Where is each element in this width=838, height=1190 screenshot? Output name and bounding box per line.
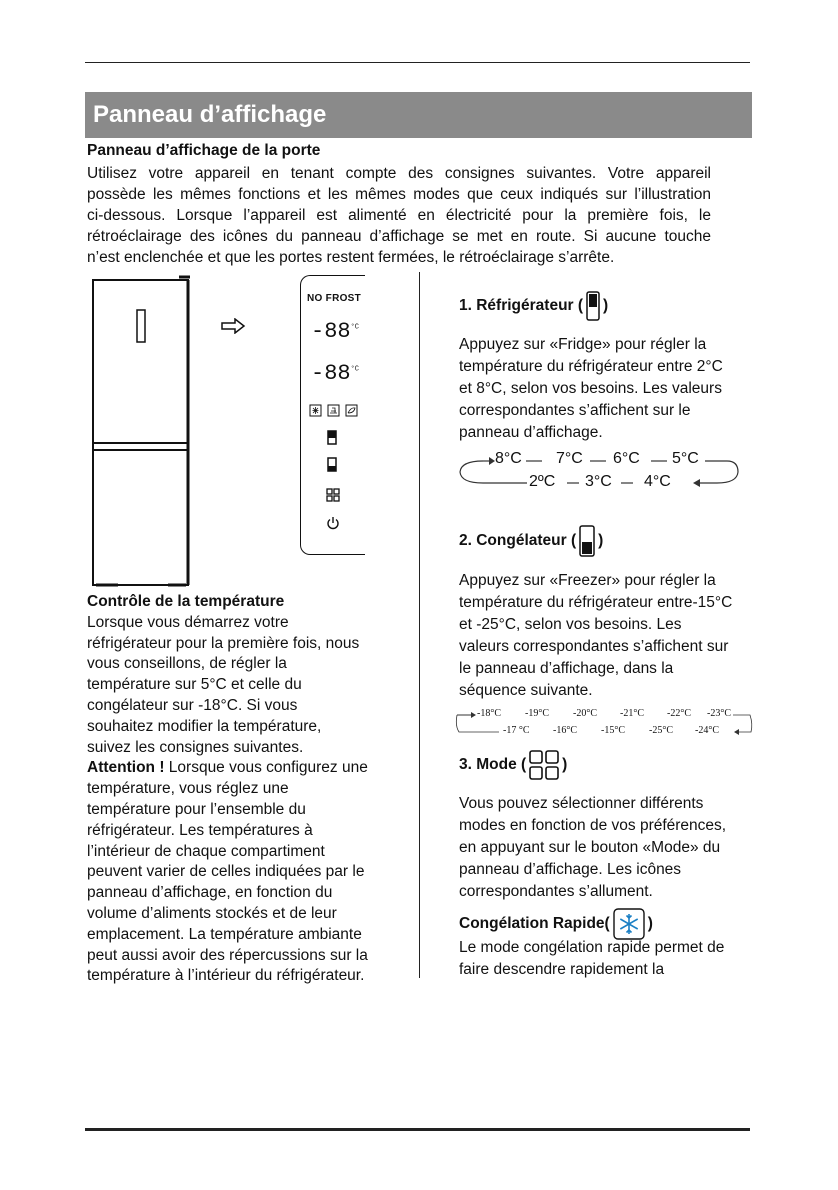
quick-freeze-title bbox=[459, 907, 759, 941]
text-line: température pour l’ensemble du bbox=[87, 800, 306, 818]
quick-freeze-section bbox=[459, 907, 759, 981]
text-line: emplacement. La température ambiante bbox=[87, 925, 362, 943]
text-line: Vous pouvez sélectionner différents bbox=[459, 795, 704, 812]
fridge-temp-display bbox=[311, 319, 359, 344]
seq-value: -19°C bbox=[525, 708, 549, 719]
fast-cool-icon bbox=[328, 405, 339, 416]
freezer-temp-display bbox=[311, 361, 359, 386]
seq-value: 2ºC bbox=[529, 473, 556, 490]
fridge-section bbox=[459, 290, 759, 444]
text-line: en appuyant sur le bouton «Mode» du bbox=[459, 839, 721, 856]
attention-first: Lorsque vous configurez une bbox=[164, 759, 368, 777]
seq-value: 4°C bbox=[644, 473, 671, 490]
seq-value: -24°C bbox=[695, 725, 719, 736]
freezer-temp-sequence bbox=[455, 706, 755, 738]
page-title: Panneau d’affichage bbox=[93, 101, 327, 128]
fridge-title-suffix: ) bbox=[603, 297, 609, 314]
text-line: suivez les consignes suivantes. bbox=[87, 738, 304, 756]
fridge-illustration bbox=[88, 275, 193, 590]
mode-icons-row bbox=[309, 404, 359, 418]
top-rule bbox=[85, 62, 750, 63]
text-line: température sur 5°C et celle du bbox=[87, 676, 302, 694]
freezer-description bbox=[459, 570, 759, 702]
text-line: panneau d’affichage. Les icônes bbox=[459, 861, 682, 878]
intro-paragraph bbox=[87, 163, 711, 268]
text-line: correspondantes s’affichent sur le bbox=[459, 402, 691, 419]
text-line: Le mode congélation rapide permet de bbox=[459, 939, 725, 956]
fridge-title-prefix: 1. Réfrigérateur ( bbox=[459, 297, 584, 314]
temperature-control-heading: Contrôle de la température bbox=[87, 593, 285, 610]
quick-freeze-description bbox=[459, 937, 759, 981]
seq-value: -16°C bbox=[553, 725, 577, 736]
text-line: valeurs correspondantes s’affichent sur bbox=[459, 638, 729, 655]
fridge-button-icon[interactable] bbox=[327, 430, 339, 446]
seq-value: 7°C bbox=[556, 450, 583, 467]
no-frost-logo: NO FROST bbox=[307, 293, 362, 304]
freezer-temp-unit: °C bbox=[350, 365, 360, 374]
fridge-temp-unit: °C bbox=[350, 323, 360, 332]
freezer-icon bbox=[578, 524, 596, 558]
text-line: congélateur sur -18°C. Si vous bbox=[87, 696, 298, 714]
text-line: souhaitez modifier la température, bbox=[87, 717, 322, 735]
display-panel bbox=[300, 275, 365, 555]
freezer-title-prefix: 2. Congélateur ( bbox=[459, 532, 577, 549]
text-line: température, vous réglez une bbox=[87, 780, 289, 798]
seq-value: -23°C bbox=[707, 708, 731, 719]
text-line: vous conseillons, de régler la bbox=[87, 655, 287, 673]
text-line: température du réfrigérateur entre 2°C bbox=[459, 358, 723, 375]
column-divider bbox=[419, 272, 420, 978]
fridge-title bbox=[459, 290, 759, 322]
seq-value: 8°C bbox=[495, 450, 522, 467]
intro-line: Utilisez votre appareil en tenant compte des consignes suivantes. Votre appareil bbox=[87, 165, 711, 182]
text-line: Appuyez sur «Freezer» pour régler la bbox=[459, 572, 716, 589]
text-line: panneau d’affichage. bbox=[459, 424, 603, 441]
eco-icon bbox=[346, 405, 357, 416]
text-line: modes en fonction de vos préférences, bbox=[459, 817, 727, 834]
intro-line: rétroéclairage des icônes du panneau d’affichage se met en route. Si aucune touche bbox=[87, 228, 711, 245]
mode-title-prefix: 3. Mode ( bbox=[459, 756, 527, 773]
seq-value: -17 °C bbox=[503, 725, 530, 736]
text-line: panneau d’affichage, en fonction du bbox=[87, 884, 333, 902]
intro-line: possède les mêmes fonctions et les mêmes modes que ceux indiqués sur l’illustration bbox=[87, 186, 711, 203]
snowflake-icon bbox=[310, 405, 321, 416]
bottom-rule bbox=[85, 1128, 750, 1131]
seq-value: -20°C bbox=[573, 708, 597, 719]
text-line: réfrigérateur. Les températures à bbox=[87, 821, 313, 839]
text-line: température à l’intérieur du réfrigérateur. bbox=[87, 967, 365, 985]
mode-title-suffix: ) bbox=[562, 756, 568, 773]
freezer-title bbox=[459, 524, 759, 558]
fridge-temp-sequence bbox=[455, 450, 745, 494]
arrow-right-icon bbox=[220, 318, 246, 334]
text-line: séquence suivante. bbox=[459, 682, 593, 699]
text-line: l’intérieur de chaque compartiment bbox=[87, 842, 325, 860]
text-line: Appuyez sur «Fridge» pour régler la bbox=[459, 336, 707, 353]
fridge-description bbox=[459, 334, 759, 444]
mode-title bbox=[459, 749, 759, 781]
text-line: température du réfrigérateur entre-15°C bbox=[459, 594, 733, 611]
text-line: peuvent varier de celles indiquées par le bbox=[87, 863, 365, 881]
text-line: le panneau d’affichage, dans la bbox=[459, 660, 674, 677]
fridge-icon bbox=[585, 290, 601, 322]
seq-value: -22°C bbox=[667, 708, 691, 719]
attention-line bbox=[87, 758, 387, 779]
temperature-control-section bbox=[87, 592, 387, 987]
mode-description bbox=[459, 793, 759, 903]
seq-value: 6°C bbox=[613, 450, 640, 467]
freezer-section bbox=[459, 524, 759, 702]
freezer-temp-digits: -88 bbox=[311, 361, 351, 386]
mode-icon bbox=[528, 749, 560, 781]
freezer-title-suffix: ) bbox=[598, 532, 604, 549]
quick-freeze-title-suffix: ) bbox=[647, 915, 653, 932]
text-line: volume d’aliments stockés et de leur bbox=[87, 904, 337, 922]
text-line: et 8°C, selon vos besoins. Les valeurs bbox=[459, 380, 722, 397]
seq-value: 5°C bbox=[672, 450, 699, 467]
text-line: Lorsque vous démarrez votre bbox=[87, 613, 289, 631]
intro-line: n’est enclenchée et que les portes restent fermées, le rétroéclairage s’arrête. bbox=[87, 249, 615, 266]
freezer-button-icon[interactable] bbox=[327, 457, 339, 473]
text-line: faire descendre rapidement la bbox=[459, 961, 665, 978]
door-panel-subtitle: Panneau d’affichage de la porte bbox=[87, 142, 321, 159]
seq-value: -18°C bbox=[477, 708, 501, 719]
section-header bbox=[85, 92, 752, 138]
fridge-temp-digits: -88 bbox=[311, 319, 351, 344]
power-icon[interactable] bbox=[326, 516, 340, 530]
text-line: réfrigérateur pour la première fois, nous bbox=[87, 634, 360, 652]
intro-line: ci-dessous. Lorsque l’appareil est alimenté en électricité pour la première fois, le bbox=[87, 207, 711, 224]
seq-value: -25°C bbox=[649, 725, 673, 736]
text-line: correspondantes s’allument. bbox=[459, 883, 653, 900]
quick-freeze-title-prefix: Congélation Rapide( bbox=[459, 915, 610, 932]
snowflake-icon bbox=[612, 907, 646, 941]
mode-section bbox=[459, 749, 759, 903]
text-line: et -25°C, selon vos besoins. Les bbox=[459, 616, 682, 633]
seq-value: -15°C bbox=[601, 725, 625, 736]
text-line: peut aussi avoir des répercussions sur la bbox=[87, 946, 368, 964]
seq-value: 3°C bbox=[585, 473, 612, 490]
mode-button-icon[interactable] bbox=[326, 488, 340, 502]
seq-value: -21°C bbox=[620, 708, 644, 719]
attention-label: Attention ! bbox=[87, 759, 165, 777]
